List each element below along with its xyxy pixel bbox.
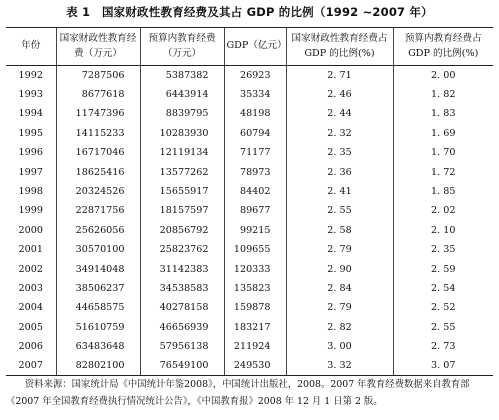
cell-budget-funding: 6443914 — [140, 85, 224, 104]
cell-fiscal-ratio: 2. 71 — [286, 66, 393, 85]
cell-fiscal-funding: 25626056 — [56, 221, 140, 240]
cell-fiscal-ratio: 2. 35 — [286, 143, 393, 162]
table-row — [6, 356, 493, 375]
cell-fiscal-ratio: 2. 36 — [286, 162, 393, 181]
cell-budget-ratio: 3. 07 — [393, 356, 493, 375]
cell-fiscal-ratio: 2. 79 — [286, 298, 393, 317]
cell-budget-funding: 8839795 — [140, 104, 224, 123]
cell-budget-ratio: 1. 83 — [393, 104, 493, 123]
cell-budget-ratio: 1. 70 — [393, 143, 493, 162]
cell-budget-ratio: 1. 69 — [393, 124, 493, 143]
cell-year: 1992 — [18, 69, 43, 81]
cell-year: 2003 — [18, 282, 43, 294]
cell-budget-ratio: 2. 73 — [393, 337, 493, 356]
cell-fiscal-ratio: 3. 32 — [286, 356, 393, 375]
cell-year: 2006 — [18, 341, 43, 353]
cell-fiscal-funding: 51610759 — [56, 318, 140, 337]
header-budget-ratio: 预算内教育经费占 GDP 的比例(%) — [393, 28, 493, 66]
cell-fiscal-ratio: 2. 55 — [286, 201, 393, 220]
cell-gdp: 26923 — [224, 66, 286, 85]
cell-year: 1993 — [18, 89, 43, 101]
cell-budget-funding: 57956138 — [140, 337, 224, 356]
cell-fiscal-ratio: 2. 90 — [286, 259, 393, 278]
cell-year: 1994 — [18, 108, 43, 120]
cell-fiscal-funding: 38506237 — [56, 279, 140, 298]
table-body — [6, 66, 493, 376]
cell-fiscal-funding: 11747396 — [56, 104, 140, 123]
cell-year: 2002 — [18, 263, 43, 275]
cell-gdp: 211924 — [224, 337, 286, 356]
cell-gdp: 99215 — [224, 221, 286, 240]
header-fiscal-education-funding: 国家财政性教育经费（万元） — [56, 28, 140, 66]
header-budget-education-funding: 预算内教育经费（万元） — [140, 28, 224, 66]
cell-fiscal-ratio: 2. 41 — [286, 182, 393, 201]
cell-fiscal-funding: 22871756 — [56, 201, 140, 220]
cell-fiscal-funding: 44658575 — [56, 298, 140, 317]
cell-year: 1998 — [18, 186, 43, 198]
table-row — [6, 104, 493, 123]
cell-year: 2007 — [6, 356, 56, 375]
table-row — [6, 279, 493, 298]
cell-budget-funding: 10283930 — [140, 124, 224, 143]
table-row — [6, 85, 493, 104]
cell-fiscal-ratio: 2. 84 — [286, 279, 393, 298]
cell-year: 1999 — [18, 205, 43, 217]
cell-fiscal-ratio: 2. 79 — [286, 240, 393, 259]
cell-gdp: 135823 — [224, 279, 286, 298]
header-fiscal-ratio: 国家财政性教育经费占 GDP 的比例(%) — [286, 28, 393, 66]
cell-budget-funding: 46656939 — [140, 318, 224, 337]
cell-year: 1997 — [18, 166, 43, 178]
cell-gdp: 183217 — [224, 318, 286, 337]
cell-fiscal-funding: 63483648 — [56, 337, 140, 356]
cell-budget-ratio: 2. 59 — [393, 259, 493, 278]
cell-gdp: 159878 — [224, 298, 286, 317]
cell-budget-funding: 40278158 — [140, 298, 224, 317]
cell-budget-funding: 13577262 — [140, 162, 224, 181]
table-header-row — [6, 28, 493, 66]
cell-gdp: 71177 — [224, 143, 286, 162]
table-row — [6, 162, 493, 181]
cell-fiscal-ratio: 2. 82 — [286, 318, 393, 337]
cell-budget-ratio: 2. 02 — [393, 201, 493, 220]
table-row — [6, 318, 493, 337]
cell-year: 2001 — [18, 244, 43, 256]
education-funding-table — [6, 27, 493, 376]
cell-budget-ratio: 2. 55 — [393, 318, 493, 337]
cell-budget-ratio: 2. 52 — [393, 298, 493, 317]
cell-fiscal-ratio: 2. 44 — [286, 104, 393, 123]
table-row — [6, 298, 493, 317]
cell-budget-funding: 18157597 — [140, 201, 224, 220]
cell-year: 2005 — [18, 321, 43, 333]
table-row — [6, 182, 493, 201]
table-row — [6, 201, 493, 220]
cell-budget-ratio: 2. 54 — [393, 279, 493, 298]
cell-gdp: 89677 — [224, 201, 286, 220]
cell-gdp: 109655 — [224, 240, 286, 259]
cell-budget-ratio: 2. 35 — [393, 240, 493, 259]
table-row — [6, 143, 493, 162]
table-row — [6, 337, 493, 356]
table-row — [6, 240, 493, 259]
cell-fiscal-ratio: 3. 00 — [286, 337, 393, 356]
cell-budget-ratio: 2. 00 — [393, 66, 493, 85]
cell-fiscal-ratio: 2. 32 — [286, 124, 393, 143]
cell-fiscal-funding: 82802100 — [56, 356, 140, 375]
cell-year: 1996 — [18, 147, 43, 159]
table-row — [6, 124, 493, 143]
table-title: 表 1 国家财政性教育经费及其占 GDP 的比例（1992 ~2007 年） — [66, 5, 433, 19]
cell-year: 2000 — [18, 224, 43, 236]
cell-budget-ratio: 1. 82 — [393, 85, 493, 104]
cell-gdp: 35334 — [224, 85, 286, 104]
cell-gdp: 249530 — [224, 356, 286, 375]
cell-budget-funding: 31142383 — [140, 259, 224, 278]
cell-fiscal-funding: 8677618 — [56, 85, 140, 104]
cell-gdp: 84402 — [224, 182, 286, 201]
cell-gdp: 60794 — [224, 124, 286, 143]
cell-budget-ratio: 1. 72 — [393, 162, 493, 181]
cell-gdp: 120333 — [224, 259, 286, 278]
cell-budget-funding: 20856792 — [140, 221, 224, 240]
source-note: 资料来源：国家统计局《中国统计年鉴2008》，中国统计出版社，2008。2007 年教育经费数据来自教育部《2007 年全国教育经费执行情况统计公告》，《中国教育报》2008 年 12 月 1 日第 2 版。 — [6, 379, 470, 407]
cell-budget-funding: 76549100 — [140, 356, 224, 375]
cell-fiscal-funding: 34914048 — [56, 259, 140, 278]
cell-fiscal-funding: 30570100 — [56, 240, 140, 259]
header-year: 年份 — [6, 28, 56, 66]
cell-fiscal-ratio: 2. 58 — [286, 221, 393, 240]
cell-budget-funding: 34538583 — [140, 279, 224, 298]
cell-fiscal-funding: 18625416 — [56, 162, 140, 181]
cell-fiscal-funding: 16717046 — [56, 143, 140, 162]
cell-fiscal-funding: 7287506 — [56, 66, 140, 85]
cell-year: 1995 — [18, 127, 43, 139]
cell-fiscal-ratio: 2. 46 — [286, 85, 393, 104]
table-row — [6, 259, 493, 278]
cell-fiscal-funding: 14115233 — [56, 124, 140, 143]
header-gdp: GDP（亿元） — [224, 28, 286, 66]
cell-budget-funding: 5387382 — [140, 66, 224, 85]
cell-budget-ratio: 2. 10 — [393, 221, 493, 240]
cell-budget-funding: 15655917 — [140, 182, 224, 201]
cell-fiscal-funding: 20324526 — [56, 182, 140, 201]
table-row — [6, 66, 493, 85]
cell-gdp: 78973 — [224, 162, 286, 181]
table-row — [6, 221, 493, 240]
cell-gdp: 48198 — [224, 104, 286, 123]
cell-year: 2004 — [18, 302, 43, 314]
cell-budget-funding: 12119134 — [140, 143, 224, 162]
cell-budget-funding: 25823762 — [140, 240, 224, 259]
cell-budget-ratio: 1. 85 — [393, 182, 493, 201]
